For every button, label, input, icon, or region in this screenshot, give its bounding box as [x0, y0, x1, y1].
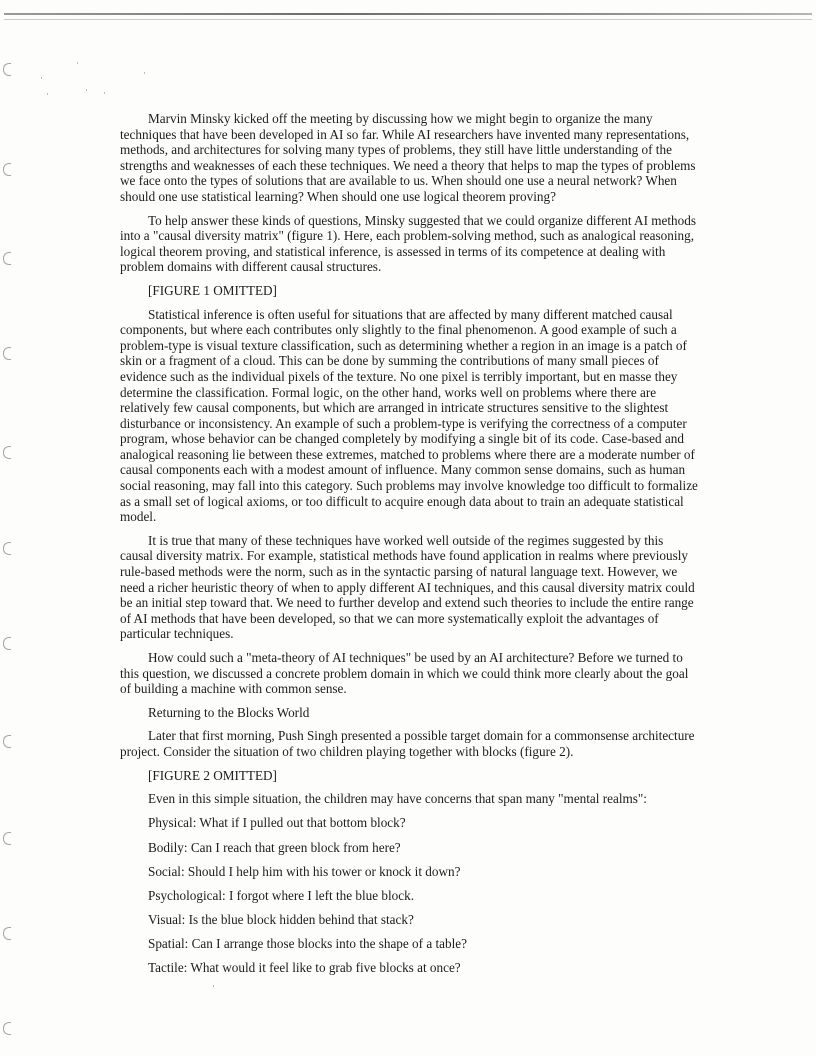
paragraph: Marvin Minsky kicked off the meeting by discussing how we might begin to organize the many techniques that have been developed in AI so far. While AI researchers have invented many representations, methods, and architectures for solving many types of problems, they still have little understanding of the strengths and weaknesses of each these techniques. We need a theory that helps to map the types of problems we face onto the types of solutions that are available to us. When should one use a neural network? When should one use statistical learning? When should one use logical theorem proving?	[120, 111, 696, 204]
binder-hole-mark	[3, 735, 11, 748]
scan-speck	[144, 72, 145, 74]
realm-item: Visual: Is the blue block hidden behind that stack?	[148, 912, 414, 928]
binder-hole-mark	[3, 63, 11, 76]
paragraph: It is true that many of these techniques have worked well outside of the regimes suggested by this causal diversity matrix. For example, statistical methods have found application in realms where previously rule-based methods were the norm, such as in the syntactic parsing of natural language text. However, we need a richer heuristic theory of when to apply different AI techniques, and this causal diversity matrix could be an initial step toward that. We need to further develop and extend such theories to include the entire range of AI methods that have been developed, so that we can more systematically exploit the advantages of particular techniques.	[120, 532, 695, 642]
binder-hole-mark	[3, 446, 11, 459]
realm-item: Tactile: What would it feel like to grab five blocks at once?	[148, 960, 461, 976]
realm-item: Social: Should I help him with his tower or knock it down?	[148, 863, 461, 879]
binder-hole-mark	[3, 1022, 11, 1035]
scan-top-rule	[4, 13, 812, 15]
binder-hole-mark	[3, 637, 11, 650]
paragraph: Later that first morning, Push Singh presented a possible target domain for a commonsense architecture project. Consider the situation of two children playing together with blocks (figure 2).	[120, 728, 695, 759]
paragraph: How could such a "meta-theory of AI techniques" be used by an AI architecture? Before we turned to this question, we discussed a concrete problem domain in which we could think more clearly about the goal of building a machine with common sense.	[120, 650, 689, 697]
scan-top-rule-shadow	[4, 19, 812, 20]
realm-item: Bodily: Can I reach that green block from here?	[148, 839, 401, 855]
binder-hole-mark	[3, 927, 11, 940]
paragraph: To help answer these kinds of questions, Minsky suggested that we could organize different AI methods into a "causal diversity matrix" (figure 1). Here, each problem-solving method, such as analogical reasoning, logical theorem proving, and statistical inference, is assessed in terms of its competence at dealing with problem domains with different causal structures.	[120, 212, 696, 275]
binder-hole-mark	[3, 832, 11, 845]
binder-hole-mark	[3, 542, 11, 555]
realm-item: Psychological: I forgot where I left the blue block.	[148, 887, 414, 903]
scan-speck	[47, 93, 48, 95]
binder-hole-mark	[3, 347, 11, 360]
figure-placeholder: [FIGURE 1 OMITTED]	[148, 282, 277, 298]
paragraph: Even in this simple situation, the children may have concerns that span many "mental realms":	[148, 791, 647, 807]
scan-speck	[104, 92, 105, 94]
binder-hole-mark	[3, 252, 11, 265]
figure-placeholder: [FIGURE 2 OMITTED]	[148, 767, 277, 783]
paragraph: Statistical inference is often useful for situations that are affected by many different matched causal components, but where each contributes only slightly to the final phenomenon. A good example of such a problem-type is visual texture classification, such as determining whether a region in an image is a patch of skin or a fragment of a cloud. This can be done by summing the contributions of many small pieces of evidence such as the individual pixels of the texture. No one pixel is terribly important, but en masse they determine the classification. Formal logic, on the other hand, works well on problems where there are relatively few causal components, but which are arranged in intricate structures sensitive to the slightest disturbance or inconsistency. An example of such a problem-type is verifying the correctness of a computer program, whose behavior can be changed completely by modifying a single bit of its code. Case-based and analogical reasoning lie between these extremes, matched to problems where there are a moderate number of causal components each with a modest amount of influence. Many common sense domains, such as human social reasoning, may fall into this category. Such problems may involve knowledge too difficult to formalize as a small set of logical axioms, or too difficult to acquire enough data about to train an adequate statistical model.	[120, 306, 698, 525]
section-heading: Returning to the Blocks World	[148, 704, 310, 720]
scan-speck	[86, 89, 87, 91]
realm-item: Spatial: Can I arrange those blocks into the shape of a table?	[148, 936, 467, 952]
scan-speck	[41, 77, 42, 79]
realm-item: Physical: What if I pulled out that bottom block?	[148, 815, 406, 831]
scan-speck	[77, 62, 78, 64]
document-body	[120, 111, 698, 985]
scan-speck	[213, 985, 214, 987]
binder-hole-mark	[3, 163, 11, 176]
